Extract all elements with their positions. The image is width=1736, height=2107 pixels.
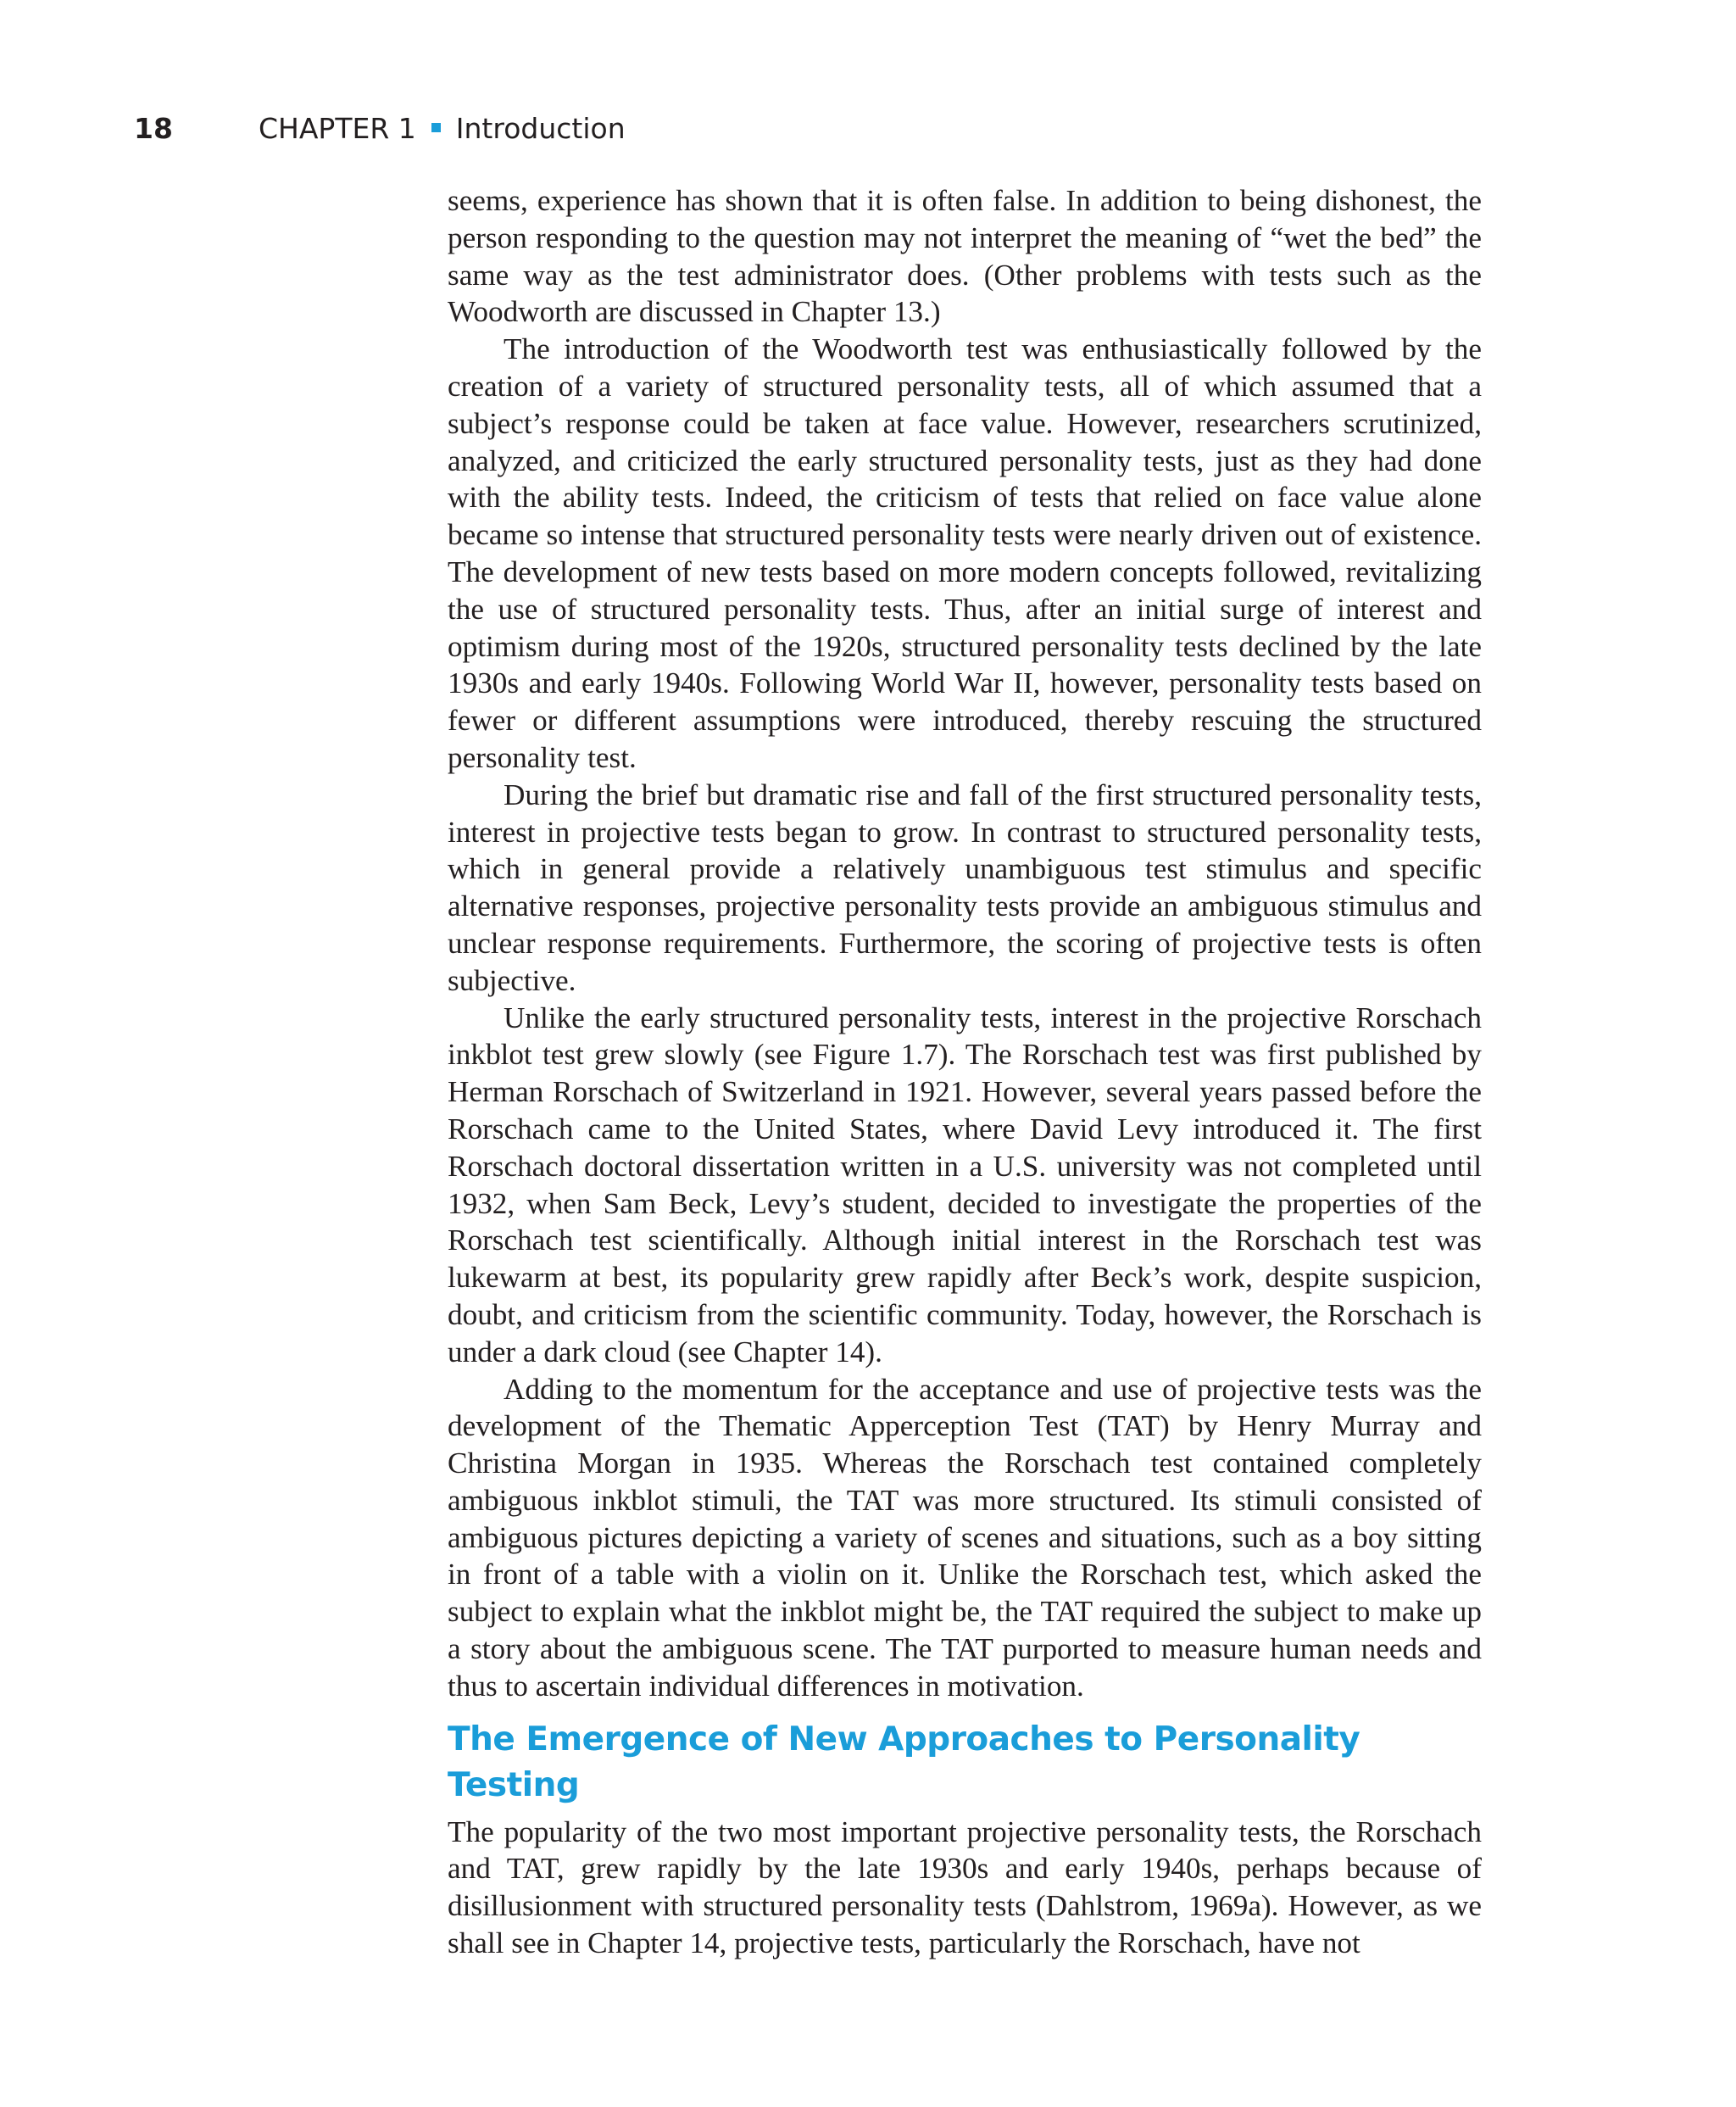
running-header xyxy=(0,109,1736,151)
paragraph: Unlike the early structured personality tests, interest in the projective Rorschach inkblot test grew slowly (see Figure 1.7). The Rorschach test was first published by Herman Rorschach of Switzerland in 1921. However, several years passed before the Rorschach came to the United States, where David Levy introduced it. The first Rorschach doctoral dissertation written in a U.S. university was not completed until 1932, when Sam Beck, Levy’s student, decided to investigate the properties of the Rorschach test scientifically. Although initial interest in the Rorschach test was lukewarm at best, its popularity grew rapidly after Beck’s work, despite suspicion, doubt, and criticism from the scientific community. Today, however, the Rorschach is under a dark cloud (see Chapter 14). xyxy=(448,1001,1482,1368)
paragraph: Adding to the momentum for the acceptance and use of projective tests was the development of the Thematic Apperception Test (TAT) by Henry Murray and Christina Morgan in 1935. Whereas the Rorschach test contained completely ambiguous inkblot stimuli, the TAT was more structured. Its stimuli consisted of ambiguous pictures depicting a variety of scenes and situations, such as a boy sitting in front of a table with a violin on it. Unlike the Rorschach test, which asked the subject to explain what the inkblot might be, the TAT required the subject to make up a story about the ambiguous scene. The TAT purported to measure human needs and thus to ascertain individual differences in motivation. xyxy=(448,1372,1482,1703)
paragraph-continued: seems, experience has shown that it is often false. In addition to being dishonest, the person responding to the question may not interpret the meaning of “wet the bed” the same way as the test administrator does. (Other problems with tests such as the Woodworth are discussed in Chapter 13.) xyxy=(448,184,1482,329)
section-heading: The Emergence of New Approaches to Personality Testing xyxy=(448,1720,1360,1804)
square-bullet-icon xyxy=(431,123,441,132)
section-label: Introduction xyxy=(455,112,626,145)
page-number: 18 xyxy=(134,112,173,145)
paragraph: The introduction of the Woodworth test was enthusiastically followed by the creation of a variety of structured personality tests, all of which assumed that a subject’s response could be taken at face value. However, researchers scrutinized, analyzed, and criticized the early structured personality tests, just as they had done with the ability tests. Indeed, the criticism of tests that relied on face value alone became so intense that structured personality tests were nearly driven out of existence. The development of new tests based on more modern concepts followed, revitalizing the use of structured personality tests. Thus, after an initial surge of interest and optimism during most of the 1920s, structured personality tests declined by the late 1930s and early 1940s. Following World War II, however, personality tests based on fewer or different assumptions were introduced, thereby rescuing the structured personality test. xyxy=(448,332,1482,774)
body-text xyxy=(448,182,1482,1962)
running-head xyxy=(259,112,626,145)
section-paragraph: The popularity of the two most important projective personality tests, the Rorschach and TAT, grew rapidly by the late 1930s and early 1940s, perhaps because of disillusionment with structured personality tests (Dahlstrom, 1969a). However, as we shall see in Chapter 14, projective tests, particularly the Rorschach, have not xyxy=(448,1814,1482,1960)
paragraph: During the brief but dramatic rise and fall of the first structured personality tests, interest in projective tests began to grow. In contrast to structured personality tests, which in general provide a relatively unambiguous test stimulus and specific alternative responses, projective personality tests provide an ambiguous stimulus and unclear response requirements. Furthermore, the scoring of projective tests is often subjective. xyxy=(448,778,1482,997)
chapter-label: CHAPTER 1 xyxy=(259,112,416,145)
